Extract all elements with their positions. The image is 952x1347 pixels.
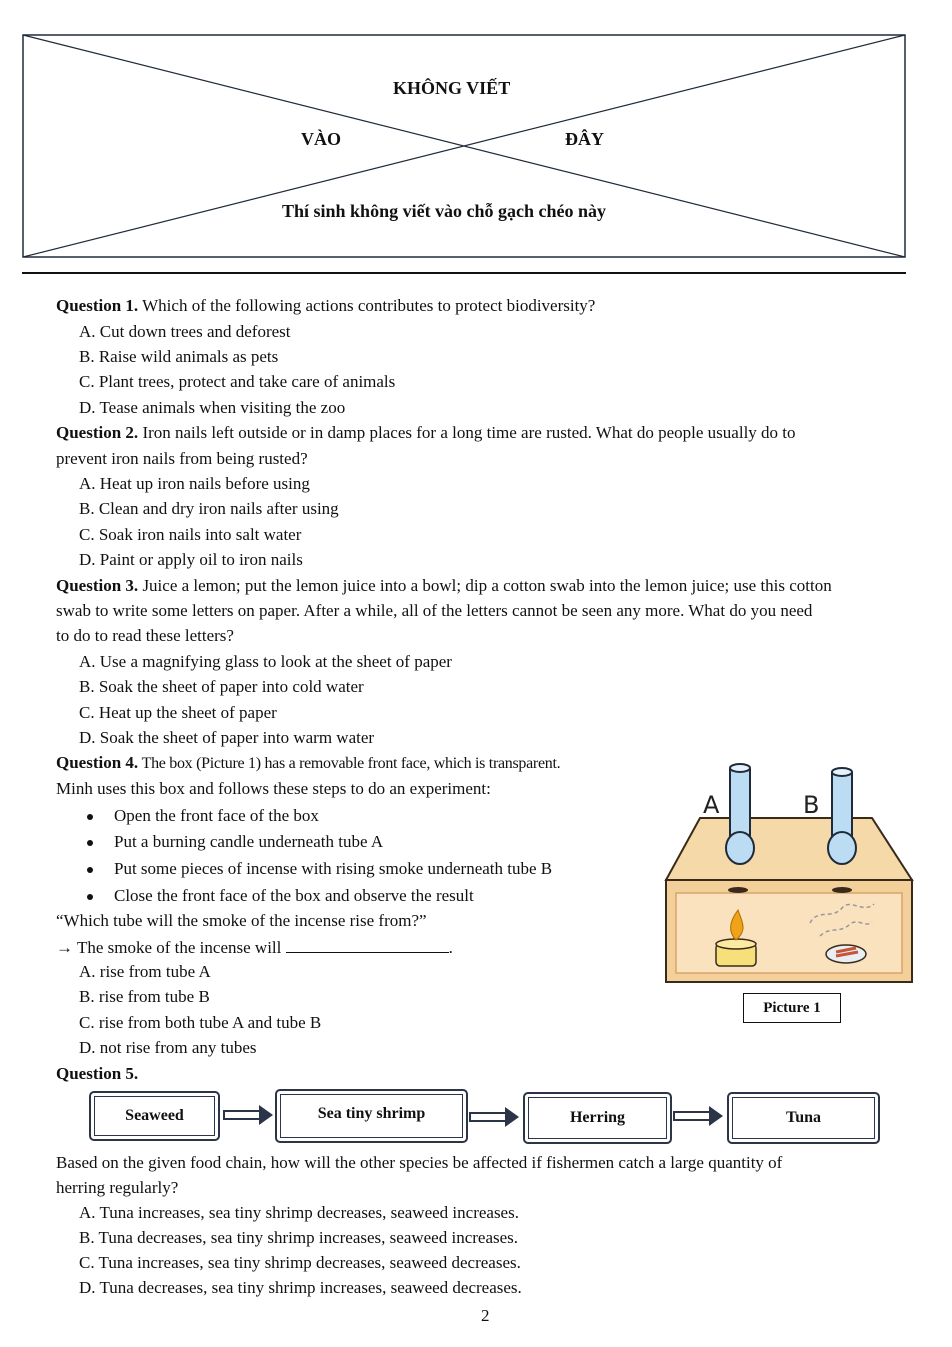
no-write-right-word: ĐÂY xyxy=(565,129,604,149)
option-5d[interactable]: D. Tuna decreases, sea tiny shrimp increases, seaweed decreases. xyxy=(79,1278,522,1297)
box-top xyxy=(666,818,912,880)
option-3c[interactable]: C. Heat up the sheet of paper xyxy=(79,703,277,722)
bullet-icon xyxy=(87,894,93,900)
right-arrow-icon xyxy=(223,1103,275,1127)
answer-prefix: → The smoke of the incense will xyxy=(56,938,282,957)
question-2 xyxy=(56,423,796,443)
page-number: 2 xyxy=(481,1306,490,1325)
picture-caption: Picture 1 xyxy=(743,993,841,1023)
food-chain-label: Sea tiny shrimp xyxy=(280,1094,463,1138)
box-window xyxy=(676,893,902,973)
question-label: Question 3. xyxy=(56,576,139,595)
question-text: Juice a lemon; put the lemon juice into a bowl; dip a cotton swab into the lemon juice; use this cotton xyxy=(138,576,832,595)
option-1a[interactable]: A. Cut down trees and deforest xyxy=(79,322,291,341)
question-text: Based on the given food chain, how will the other species be affected if fishermen catch a large quantity of xyxy=(56,1153,783,1172)
tube-b-hole xyxy=(832,887,852,893)
option-5c[interactable]: C. Tuna increases, sea tiny shrimp decreases, seaweed decreases. xyxy=(79,1253,521,1272)
question-4 xyxy=(56,753,560,774)
option-5a[interactable]: A. Tuna increases, sea tiny shrimp decreases, seaweed increases. xyxy=(79,1203,519,1222)
option-4c[interactable]: C. rise from both tube A and tube B xyxy=(79,1013,322,1032)
answer-suffix: . xyxy=(448,938,453,957)
option-1c[interactable]: C. Plant trees, protect and take care of animals xyxy=(79,372,396,391)
food-chain-seaweed xyxy=(89,1091,220,1141)
option-4a[interactable]: A. rise from tube A xyxy=(79,962,211,981)
answer-blank[interactable] xyxy=(286,936,449,953)
tube-a-label: A xyxy=(703,791,720,819)
right-arrow-icon xyxy=(673,1104,725,1128)
no-write-zone-box xyxy=(22,34,906,258)
step-item xyxy=(114,806,319,826)
tube-a-hole xyxy=(728,887,748,893)
option-2d[interactable]: D. Paint or apply oil to iron nails xyxy=(79,550,303,569)
option-2a[interactable]: A. Heat up iron nails before using xyxy=(79,474,310,493)
step-text: Put some pieces of incense with rising smoke underneath tube B xyxy=(114,859,553,878)
step-text: Put a burning candle underneath tube A xyxy=(114,832,384,851)
bullet-icon xyxy=(87,814,93,820)
step-text: Open the front face of the box xyxy=(114,806,319,825)
question-text: Iron nails left outside or in damp places for a long time are rusted. What do people usually do to xyxy=(138,423,796,442)
option-4d[interactable]: D. not rise from any tubes xyxy=(79,1038,257,1057)
no-write-heading: KHÔNG VIẾT xyxy=(393,78,511,98)
question-3 xyxy=(56,576,832,596)
tube-b-label: B xyxy=(803,791,820,819)
question-label: Question 1. xyxy=(56,296,139,315)
option-3b[interactable]: B. Soak the sheet of paper into cold water xyxy=(79,677,364,696)
option-4b[interactable]: B. rise from tube B xyxy=(79,987,210,1006)
step-item xyxy=(114,886,474,906)
food-chain-herring xyxy=(523,1092,672,1144)
food-chain-label: Herring xyxy=(528,1097,667,1139)
option-2b[interactable]: B. Clean and dry iron nails after using xyxy=(79,499,339,518)
question-text: swab to write some letters on paper. After a while, all of the letters cannot be seen any more. What do you need xyxy=(56,601,813,620)
experiment-box-illustration xyxy=(660,758,920,990)
right-arrow-icon xyxy=(469,1105,521,1129)
option-2c[interactable]: C. Soak iron nails into salt water xyxy=(79,525,302,544)
food-chain-label: Seaweed xyxy=(94,1096,215,1136)
option-1d[interactable]: D. Tease animals when visiting the zoo xyxy=(79,398,346,417)
bullet-icon xyxy=(87,867,93,873)
question-5-label: Question 5. xyxy=(56,1064,139,1083)
question-label: Question 2. xyxy=(56,423,139,442)
question-text: Which of the following actions contributes to protect biodiversity? xyxy=(138,296,596,315)
food-chain-shrimp xyxy=(275,1089,468,1143)
question-text: to do to read these letters? xyxy=(56,626,234,645)
option-3a[interactable]: A. Use a magnifying glass to look at the sheet of paper xyxy=(79,652,452,671)
food-chain-tuna xyxy=(727,1092,880,1144)
bullet-icon xyxy=(87,840,93,846)
question-text: The box (Picture 1) has a removable front face, which is transparent. xyxy=(138,755,561,772)
header-divider xyxy=(22,272,906,274)
question-label: Question 4. xyxy=(56,753,139,772)
option-1b[interactable]: B. Raise wild animals as pets xyxy=(79,347,279,366)
question-prompt: “Which tube will the smoke of the incense rise from?” xyxy=(56,911,427,930)
food-chain-label: Tuna xyxy=(732,1097,875,1139)
option-5b[interactable]: B. Tuna decreases, sea tiny shrimp increases, seaweed increases. xyxy=(79,1228,519,1247)
answer-line xyxy=(56,936,453,958)
question-text: Minh uses this box and follows these steps to do an experiment: xyxy=(56,779,491,798)
no-write-left-word: VÀO xyxy=(301,129,341,149)
step-item xyxy=(114,859,552,879)
question-text: prevent iron nails from being rusted? xyxy=(56,449,308,468)
question-text: herring regularly? xyxy=(56,1178,179,1197)
no-write-instruction: Thí sinh không viết vào chỗ gạch chéo này xyxy=(282,201,607,221)
option-3d[interactable]: D. Soak the sheet of paper into warm water xyxy=(79,728,375,747)
question-1 xyxy=(56,296,595,316)
step-item xyxy=(114,832,383,852)
step-text: Close the front face of the box and observe the result xyxy=(114,886,474,905)
